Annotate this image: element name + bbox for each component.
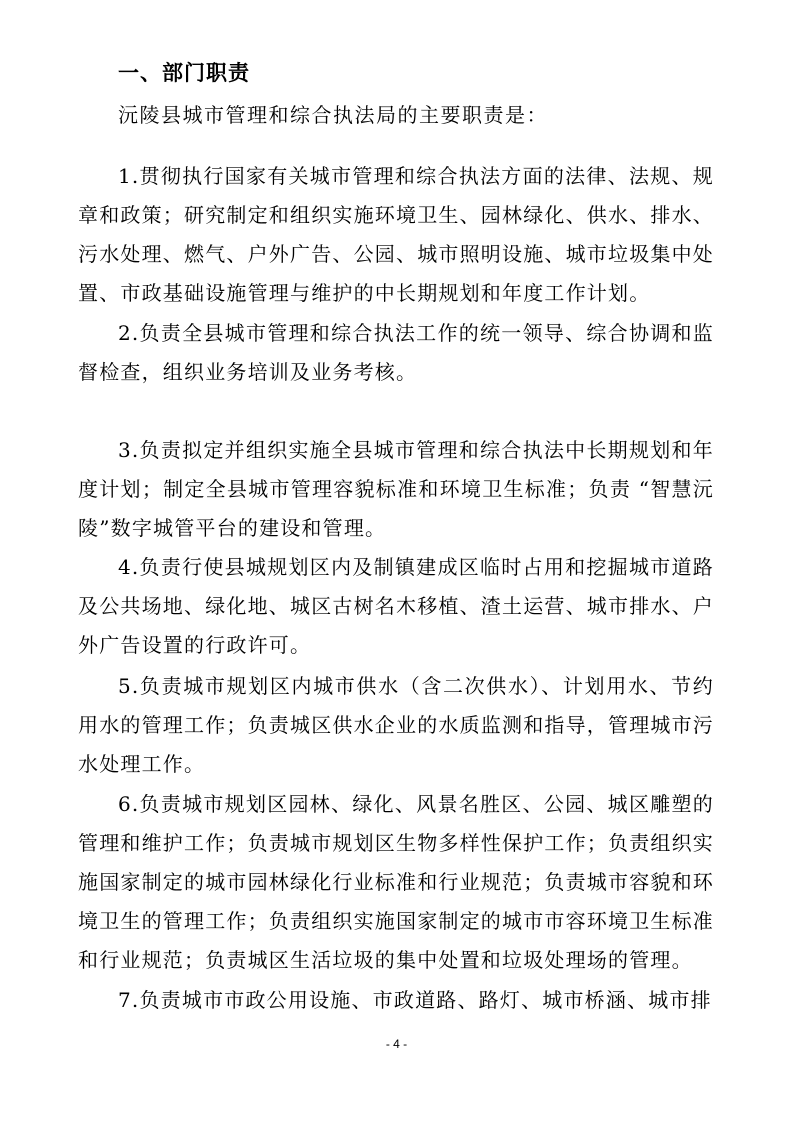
- duty-paragraph-3: 3.负责拟定并组织实施全县城市管理和综合执法中长期规划和年度计划；制定全县城市管理容貌标准和环境卫生标准；负责 “智慧沅陵”数字城管平台的建设和管理。: [78, 438, 714, 540]
- duty-paragraph-5: 5.负责城市规划区内城市供水（含二次供水）、计划用水、节约用水的管理工作；负责城区供水企业的水质监测和指导，管理城市污水处理工作。: [78, 674, 714, 776]
- duty-paragraph-1: 1.贯彻执行国家有关城市管理和综合执法方面的法律、法规、规章和政策；研究制定和组织实施环境卫生、园林绿化、供水、排水、污水处理、燃气、户外广告、公园、城市照明设施、城市垃圾集中处置、市政基础设施管理与维护的中长期规划和年度工作计划。: [78, 164, 714, 305]
- section-heading: 一、部门职责: [118, 61, 250, 85]
- duty-paragraph-7: 7.负责城市市政公用设施、市政道路、路灯、城市桥涵、城市排: [118, 988, 712, 1012]
- duty-paragraph-2: 2.负责全县城市管理和综合执法工作的统一领导、综合协调和监督检查，组织业务培训及业务考核。: [78, 321, 714, 384]
- intro-line: 沅陵县城市管理和综合执法局的主要职责是：: [118, 103, 548, 127]
- page-number: - 4 -: [385, 1037, 408, 1051]
- duty-paragraph-4: 4.负责行使县城规划区内及制镇建成区临时占用和挖掘城市道路及公共场地、绿化地、城区古树名木移植、渣土运营、城市排水、户外广告设置的行政许可。: [78, 555, 714, 657]
- duty-paragraph-6: 6.负责城市规划区园林、绿化、风景名胜区、公园、城区雕塑的管理和维护工作；负责城市规划区生物多样性保护工作；负责组织实施国家制定的城市园林绿化行业标准和行业规范；负责城市容貌和环境卫生的管理工作；负责组织实施国家制定的城市市容环境卫生标准和行业规范；负责城区生活垃圾的集中处置和垃圾处理场的管理。: [78, 792, 714, 972]
